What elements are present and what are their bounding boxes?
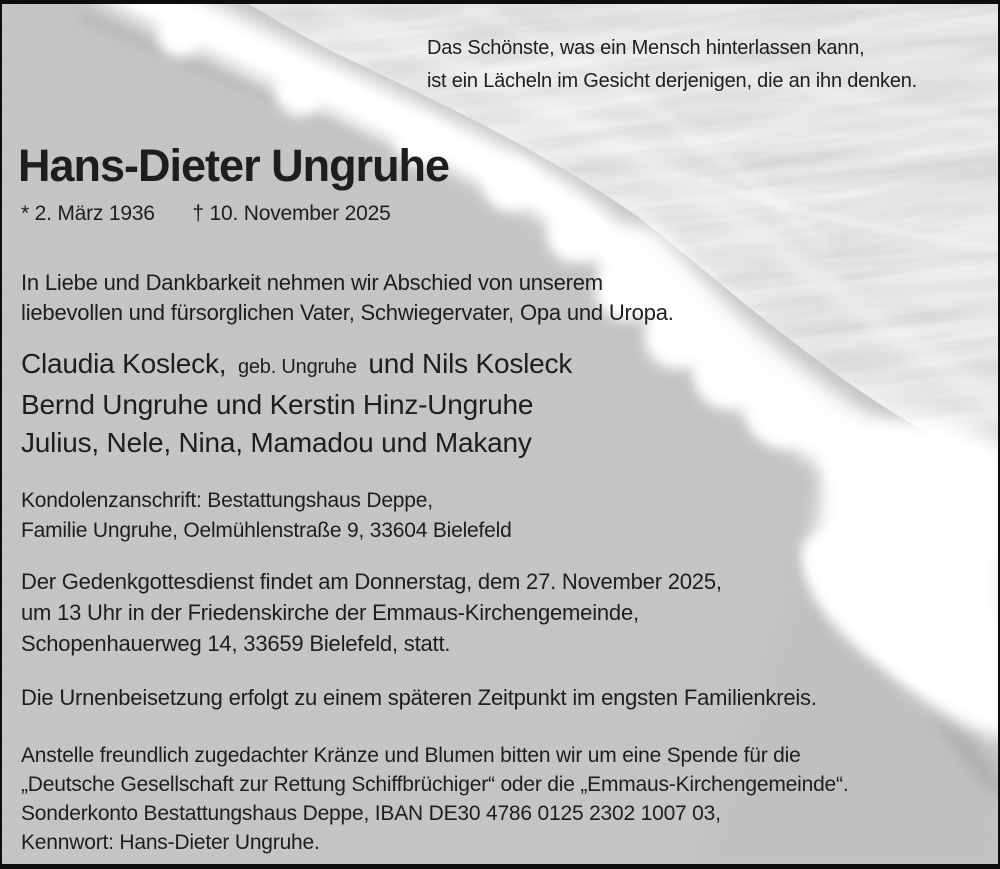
life-dates xyxy=(21,202,391,226)
mourner-name-2: und Nils Kosleck xyxy=(368,348,573,379)
mourners-block xyxy=(21,345,572,462)
mourners-line-3: Julius, Nele, Nina, Mamadou und Makany xyxy=(21,427,532,458)
donation-line-4: Kennwort: Hans-Dieter Ungruhe. xyxy=(21,831,320,854)
donation-line-3: Sonderkonto Bestattungshaus Deppe, IBAN DE30 4786 0125 2302 1007 03, xyxy=(21,802,721,825)
quote-line-2: ist ein Lächeln im Gesicht derjenigen, die an ihn denken. xyxy=(427,70,918,92)
intro-paragraph xyxy=(21,268,674,328)
intro-line-1: In Liebe und Dankbarkeit nehmen wir Abschied von unserem xyxy=(21,270,603,295)
donation-line-2: „Deutsche Gesellschaft zur Rettung Schiffbrüchiger“ oder die „Emmaus-Kirchengemeinde“. xyxy=(21,773,849,796)
service-details xyxy=(21,566,722,659)
mourner-maiden-name: geb. Ungruhe xyxy=(237,356,357,378)
condolence-line-2: Familie Ungruhe, Oelmühlenstraße 9, 33604 Bielefeld xyxy=(21,519,512,542)
condolence-address xyxy=(21,486,512,546)
mourners-line-1 xyxy=(21,345,572,386)
donation-block xyxy=(21,741,848,857)
quote-block xyxy=(427,32,917,98)
quote-line-1: Das Schönste, was ein Mensch hinterlassen kann, xyxy=(427,37,865,59)
deceased-name: Hans-Dieter Ungruhe xyxy=(18,140,450,191)
donation-line-1: Anstelle freundlich zugedachter Kränze und Blumen bitten wir um eine Spende für die xyxy=(21,744,801,767)
service-line-2: um 13 Uhr in der Friedenskirche der Emmaus-Kirchengemeinde, xyxy=(21,600,639,625)
intro-line-2: liebevollen und fürsorglichen Vater, Schwiegervater, Opa und Uropa. xyxy=(21,300,674,325)
service-line-1: Der Gedenkgottesdienst findet am Donnerstag, dem 27. November 2025, xyxy=(21,569,722,594)
death-date: † 10. November 2025 xyxy=(192,202,391,225)
burial-note: Die Urnenbeisetzung erfolgt zu einem späteren Zeitpunkt im engsten Familienkreis. xyxy=(21,685,817,710)
condolence-line-1: Kondolenzanschrift: Bestattungshaus Deppe, xyxy=(21,489,433,512)
mourner-name-1: Claudia Kosleck, xyxy=(21,348,227,379)
service-line-3: Schopenhauerweg 14, 33659 Bielefeld, statt. xyxy=(21,631,451,656)
mourners-line-2: Bernd Ungruhe und Kerstin Hinz-Ungruhe xyxy=(21,389,534,420)
birth-date: * 2. März 1936 xyxy=(21,202,155,225)
